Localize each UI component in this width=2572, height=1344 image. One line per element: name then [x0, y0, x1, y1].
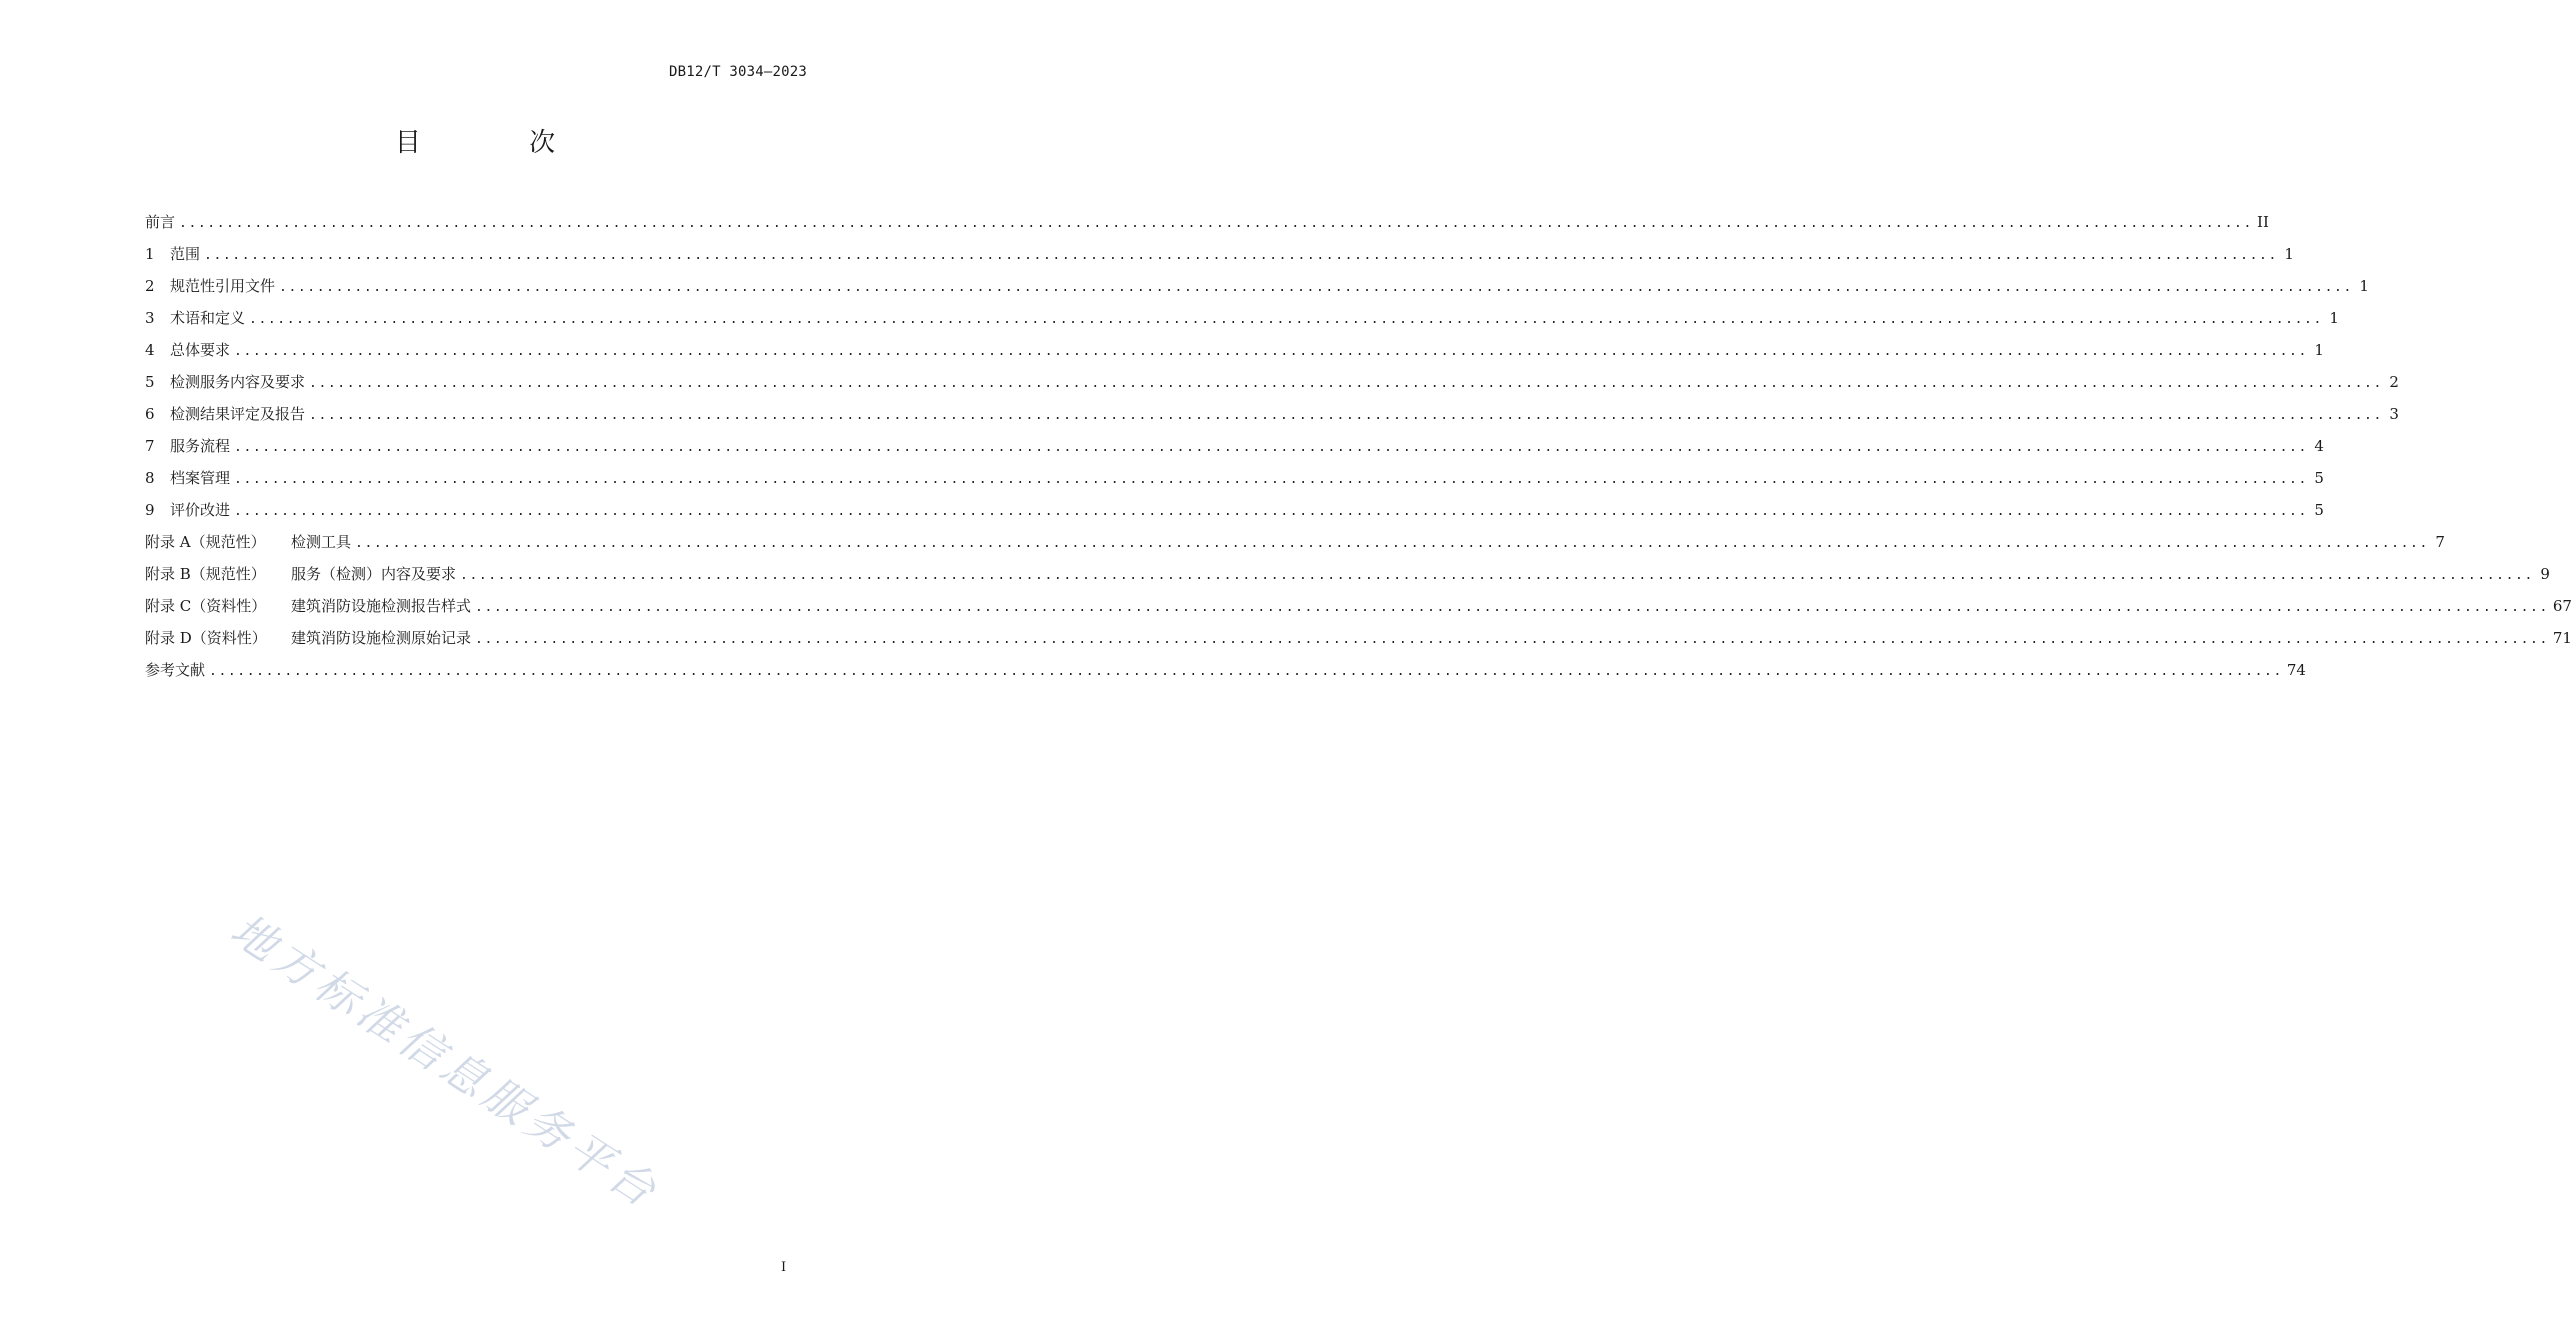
toc-entry-number: 9 — [145, 501, 155, 519]
toc-entry-page: 67 — [2552, 597, 2572, 615]
toc-entry-page: 1 — [2284, 245, 2294, 263]
toc-entry-label: 检测工具 — [291, 533, 352, 551]
toc-entry[interactable] — [145, 590, 2572, 622]
toc-entry-number: 6 — [145, 405, 155, 423]
toc-entry-number: 1 — [145, 245, 155, 263]
toc-entry-page: 74 — [2286, 661, 2306, 679]
dot-leader: ............................................................................................................................................................................................................................ — [234, 344, 2308, 359]
toc-entry-label: 检测结果评定及报告 — [170, 405, 306, 423]
toc-entry[interactable] — [145, 526, 2445, 558]
toc-entry-number: 5 — [145, 373, 155, 391]
dot-leader: ............................................................................................................................................................................................................................ — [309, 376, 2383, 391]
toc-entry-label: 总体要求 — [170, 341, 231, 359]
toc-entry-page: 9 — [2540, 565, 2550, 583]
dot-leader: ............................................................................................................................................................................................................................ — [179, 216, 2253, 231]
watermark: 地方标准信息服务平台 — [221, 904, 669, 1220]
toc-entry-page: 4 — [2314, 437, 2324, 455]
dot-leader: ............................................................................................................................................................................................................................ — [460, 568, 2534, 583]
toc-entry-label: 前言 — [145, 213, 176, 231]
toc-entry-page: 1 — [2359, 277, 2369, 295]
toc-entry-label: 服务（检测）内容及要求 — [291, 565, 457, 583]
toc-entry[interactable] — [145, 398, 2399, 430]
toc-entry-label: 检测服务内容及要求 — [170, 373, 306, 391]
toc-entry[interactable] — [145, 430, 2324, 462]
toc-entry-label: 服务流程 — [170, 437, 231, 455]
toc-entry-appendix-prefix: 附录 D（资料性） — [145, 629, 267, 647]
toc-entry-page: 5 — [2314, 501, 2324, 519]
toc-entry[interactable] — [145, 206, 2269, 238]
toc-entry[interactable] — [145, 270, 2369, 302]
dot-leader: ............................................................................................................................................................................................................................ — [355, 536, 2429, 551]
toc-entry[interactable] — [145, 622, 2572, 654]
dot-leader: ............................................................................................................................................................................................................................ — [204, 248, 2278, 263]
toc-entry[interactable] — [145, 302, 2339, 334]
toc-entry[interactable] — [145, 558, 2550, 590]
toc-entry-page: 3 — [2389, 405, 2399, 423]
toc-entry-page: 5 — [2314, 469, 2324, 487]
table-of-contents — [145, 206, 2572, 686]
toc-entry[interactable] — [145, 334, 2324, 366]
toc-entry[interactable] — [145, 366, 2399, 398]
dot-leader: ............................................................................................................................................................................................................................ — [249, 312, 2323, 327]
toc-entry-appendix-prefix: 附录 C（资料性） — [145, 597, 267, 615]
toc-entry-page: 1 — [2329, 309, 2339, 327]
toc-entry-appendix-prefix: 附录 A（规范性） — [145, 533, 266, 551]
toc-entry-label: 评价改进 — [170, 501, 231, 519]
toc-entry-label: 参考文献 — [145, 661, 206, 679]
dot-leader: ............................................................................................................................................................................................................................ — [234, 472, 2308, 487]
toc-entry[interactable] — [145, 238, 2294, 270]
toc-entry-number: 7 — [145, 437, 155, 455]
page-title: 目 次 — [394, 128, 606, 158]
toc-entry-label: 建筑消防设施检测原始记录 — [291, 629, 472, 647]
document-code: DB12/T 3034—2023 — [668, 64, 807, 80]
page-number: I — [781, 1260, 787, 1275]
dot-leader: ............................................................................................................................................................................................................................ — [234, 440, 2308, 455]
dot-leader: ............................................................................................................................................................................................................................ — [279, 280, 2353, 295]
toc-entry-page: 7 — [2435, 533, 2445, 551]
toc-entry-page: 71 — [2552, 629, 2572, 647]
toc-entry-number: 8 — [145, 469, 155, 487]
toc-entry[interactable] — [145, 462, 2324, 494]
toc-entry-page: 2 — [2389, 373, 2399, 391]
toc-entry-label: 档案管理 — [170, 469, 231, 487]
dot-leader: ............................................................................................................................................................................................................................ — [475, 632, 2549, 647]
toc-entry-appendix-prefix: 附录 B（规范性） — [145, 565, 266, 583]
toc-entry-number: 3 — [145, 309, 155, 327]
toc-entry-label: 术语和定义 — [170, 309, 246, 327]
toc-entry-number: 2 — [145, 277, 155, 295]
dot-leader: ............................................................................................................................................................................................................................ — [209, 664, 2283, 679]
toc-entry-label: 建筑消防设施检测报告样式 — [291, 597, 472, 615]
toc-entry-number: 4 — [145, 341, 155, 359]
toc-entry[interactable] — [145, 654, 2306, 686]
dot-leader: ............................................................................................................................................................................................................................ — [234, 504, 2308, 519]
toc-entry[interactable] — [145, 494, 2324, 526]
toc-entry-label: 范围 — [170, 245, 201, 263]
toc-entry-page: II — [2257, 213, 2269, 231]
toc-entry-label: 规范性引用文件 — [170, 277, 276, 295]
dot-leader: ............................................................................................................................................................................................................................ — [475, 600, 2549, 615]
dot-leader: ............................................................................................................................................................................................................................ — [309, 408, 2383, 423]
toc-entry-page: 1 — [2314, 341, 2324, 359]
